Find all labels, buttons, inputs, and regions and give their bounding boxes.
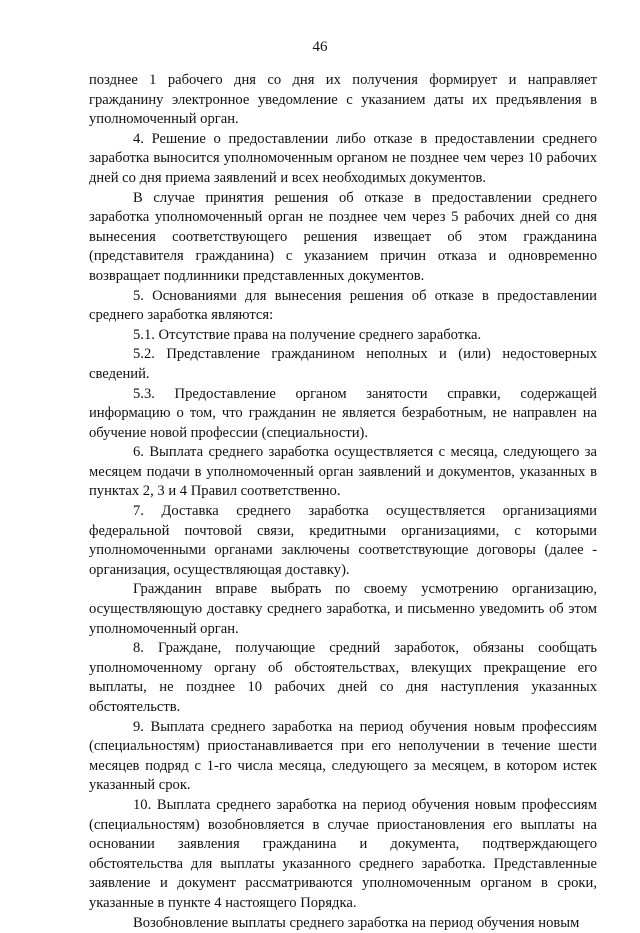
paragraph-resumption: Возобновление выплаты среднего заработка на период обучения новым bbox=[133, 914, 580, 931]
paragraph-item-5-2: 5.2. Представление гражданином неполных и (или) недостоверных сведений. bbox=[89, 346, 597, 382]
paragraph-item-6: 6. Выплата среднего заработка осуществляется с месяца, следующего за месяцем подачи в уполномоченный орган заявлений и документов, указанных в пунктах 2, 3 и 4 Правил соответственно. bbox=[89, 444, 597, 500]
paragraph-item-10: 10. Выплата среднего заработка на период обучения новым профессиям (специальностям) возобновляется в случае приостановления его выплаты на основании заявления гражданина и документа, подтверждающего обстоятельства для выплаты указанного среднего заработка. Представленные заявление и документ рассматриваются уполномоченным органом в сроки, указанные в пункте 4 настоящего Порядка. bbox=[89, 796, 597, 911]
document-body bbox=[89, 71, 597, 933]
paragraph-item-5-3: 5.3. Предоставление органом занятости справки, содержащей информацию о том, что гражданин не является безработным, не направлен на обучение новой профессии (специальности). bbox=[89, 385, 597, 441]
page-number: 46 bbox=[312, 39, 328, 55]
paragraph-item-5: 5. Основаниями для вынесения решения об отказе в предоставлении среднего заработка являются: bbox=[89, 287, 597, 324]
paragraph-item-8: 8. Граждане, получающие средний заработок, обязаны сообщать уполномоченному органу об обстоятельствах, влекущих прекращение его выплаты, не позднее 10 рабочих дней со дня наступления указанных обстоятельств. bbox=[89, 640, 597, 715]
paragraph-item-7: 7. Доставка среднего заработка осуществляется организациями федеральной почтовой связи, кредитными организациями, с которыми уполномоченными органами заключены соответствующие договоры (далее - организация, осуществляющая доставку). bbox=[89, 503, 597, 578]
paragraph-refusal-case: В случае принятия решения об отказе в предоставлении среднего заработка уполномоченный орган не позднее чем через 5 рабочих дней со дня вынесения соответствующего решения извещает об этом гражданина (представителя гражданина) с указанием причин отказа и одновременно возвращает подлинники представленных документов. bbox=[89, 189, 597, 284]
paragraph-item-9: 9. Выплата среднего заработка на период обучения новым профессиям (специальностям) приостанавливается при его неполучении в течение шести месяцев подряд с 1-го числа месяца, следующего за месяцем, в котором истек указанный срок. bbox=[89, 718, 597, 794]
paragraph-delivery-choice: Гражданин вправе выбрать по своему усмотрению организацию, осуществляющую доставку среднего заработка, и письменно уведомить об этом уполномоченный орган. bbox=[89, 581, 597, 637]
paragraph-item-5-1: 5.1. Отсутствие права на получение среднего заработка. bbox=[133, 326, 482, 343]
paragraph-item-4: 4. Решение о предоставлении либо отказе в предоставлении среднего заработка выносится уполномоченным органом не позднее чем через 10 рабочих дней со дня приема заявлений и всех необходимых документов. bbox=[89, 130, 597, 186]
paragraph-continuation: позднее 1 рабочего дня со дня их получения формирует и направляет гражданину электронное уведомление с указанием даты их предъявления в уполномоченный орган. bbox=[89, 72, 597, 128]
